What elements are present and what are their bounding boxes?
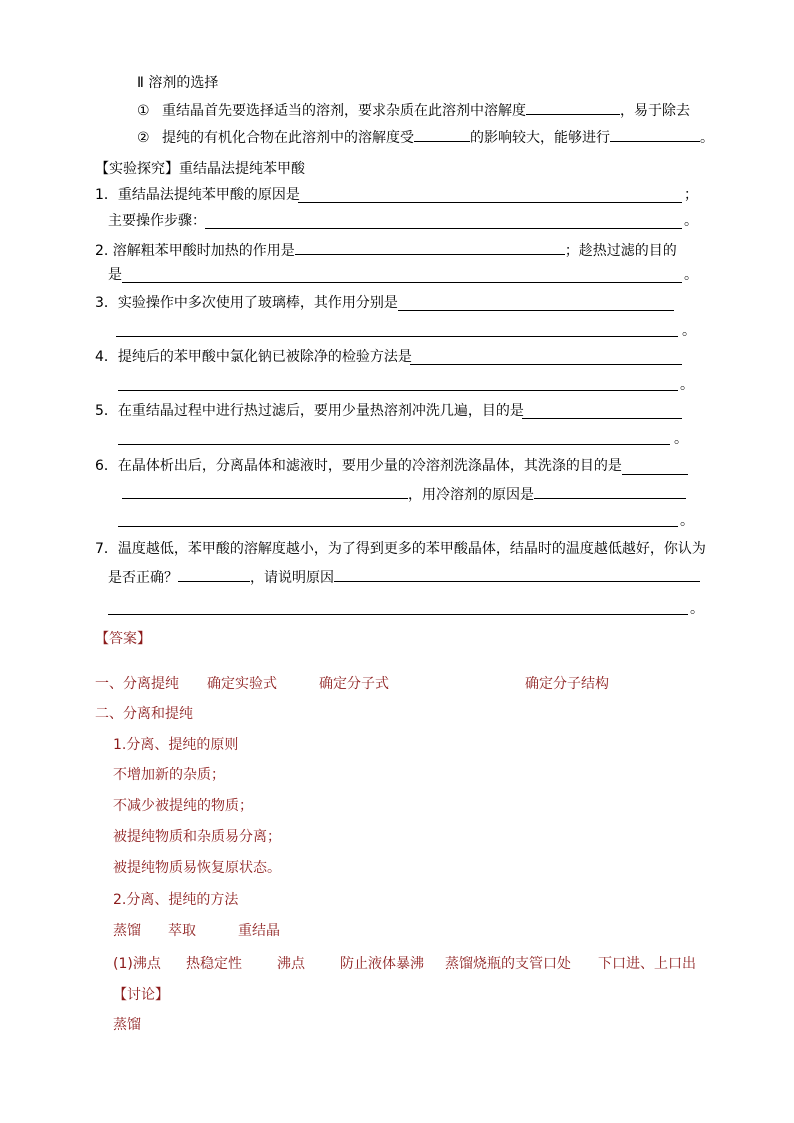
solvent-title: Ⅱ 溶剂的选择 (137, 75, 219, 91)
method-item: 蒸馏 (113, 923, 141, 939)
answer-row-1-b: 确定实验式 (207, 676, 277, 692)
principle-item: 不增加新的杂质； (113, 767, 225, 783)
answer-line[interactable] (118, 526, 678, 527)
answer-line[interactable] (205, 228, 682, 229)
question-7: 7．温度越低，苯甲酸的溶解度越小，为了得到更多的苯甲酸晶体，结晶时的温度越低越好，你认为 (95, 541, 706, 557)
detail-item: 热稳定性 (186, 956, 242, 972)
answer-line[interactable] (298, 202, 682, 203)
fill-blank[interactable] (526, 100, 620, 115)
principle-item: 被提纯物质易恢复原状态。 (113, 860, 281, 876)
question-5: 5．在重结晶过程中进行热过滤后，要用少量热溶剂冲洗几遍，目的是 (95, 403, 524, 419)
fill-blank[interactable] (178, 567, 250, 582)
experiment-heading: 【实验探究】重结晶法提纯苯甲酸 (95, 161, 305, 177)
question-6-line2: ，用冷溶剂的原因是 (122, 484, 686, 504)
answer-row-1-a: 一、分离提纯 (95, 676, 179, 692)
answer-sub-1: 1.分离、提纯的原则 (113, 737, 239, 753)
answer-line[interactable] (522, 418, 682, 419)
solvent-item-1: ① 重结晶首先要选择适当的溶剂，要求杂质在此溶剂中溶解度 ，易于除去 (137, 100, 690, 120)
answer-line[interactable] (118, 444, 670, 445)
detail-item: 蒸馏烧瓶的支管口处 (445, 956, 571, 972)
question-7-line2: 是否正确？ ，请说明原因 (108, 567, 700, 587)
answer-line[interactable] (622, 474, 688, 475)
principle-item: 不减少被提纯的物质； (113, 798, 253, 814)
question-4: 4．提纯后的苯甲酸中氯化钠已被除净的检验方法是 (95, 349, 412, 365)
fill-blank[interactable] (534, 484, 686, 499)
method-item: 重结晶 (238, 923, 280, 939)
item-marker: ② (137, 130, 150, 146)
answer-line[interactable] (118, 390, 678, 391)
item-marker: ① (137, 103, 150, 119)
question-1-steps: 主要操作步骤： (108, 213, 206, 229)
principle-item: 被提纯物质和杂质易分离； (113, 829, 281, 845)
detail-item: 沸点 (277, 956, 305, 972)
answers-heading: 【答案】 (95, 631, 151, 647)
detail-item: (1)沸点 (113, 956, 161, 972)
detail-item: 下口进、上口出 (598, 956, 696, 972)
answer-row-1-c: 确定分子式 (319, 676, 389, 692)
answer-line[interactable] (122, 282, 682, 283)
fill-blank[interactable] (334, 567, 700, 582)
answer-line[interactable] (410, 364, 682, 365)
detail-item: 防止液体暴沸 (340, 956, 424, 972)
question-1: 1．重结晶法提纯苯甲酸的原因是 (95, 187, 300, 203)
answer-line[interactable] (398, 310, 674, 311)
answer-sub-2: 2.分离、提纯的方法 (113, 892, 239, 908)
fill-blank[interactable] (295, 240, 565, 255)
discuss-answer: 蒸馏 (113, 1017, 141, 1033)
answer-row-1-d: 确定分子结构 (525, 676, 609, 692)
fill-blank[interactable] (610, 127, 700, 142)
fill-blank[interactable] (122, 484, 408, 499)
method-item: 萃取 (168, 923, 196, 939)
discuss-heading: 【讨论】 (113, 987, 169, 1003)
answer-line[interactable] (116, 336, 678, 337)
question-6: 6．在晶体析出后，分离晶体和滤液时，要用少量的冷溶剂洗涤晶体，其洗涤的目的是 (95, 458, 622, 474)
solvent-item-2: ② 提纯的有机化合物在此溶剂中的溶解度受 的影响较大，能够进行 。 (137, 127, 714, 147)
question-3: 3．实验操作中多次使用了玻璃棒，其作用分别是 (95, 295, 398, 311)
answer-row-2: 二、分离和提纯 (95, 706, 193, 722)
answer-line[interactable] (108, 614, 688, 615)
question-2: 2. 溶解粗苯甲酸时加热的作用是 ；趁热过滤的目的 (95, 240, 677, 260)
fill-blank[interactable] (414, 127, 470, 142)
